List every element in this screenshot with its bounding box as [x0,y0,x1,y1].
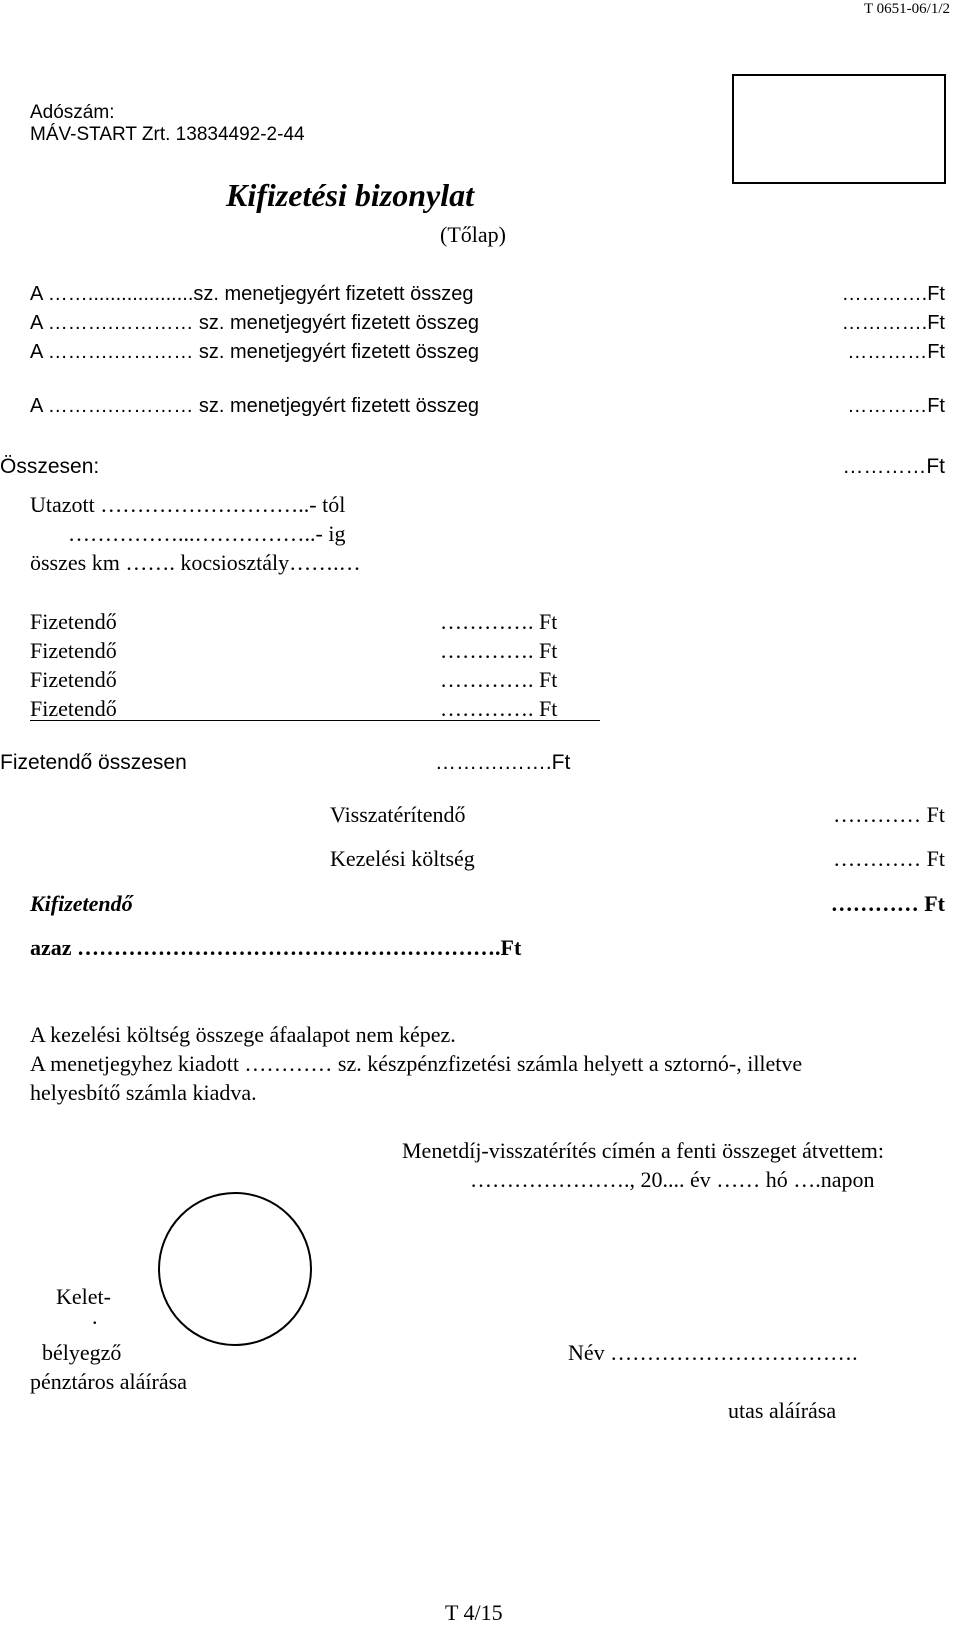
ticket-amount: ………….Ft [841,312,945,334]
ticket-amount: …………Ft [847,395,945,417]
receipt-line-1: Menetdíj-visszatérítés címén a fenti összeget átvettem: [402,1138,884,1163]
ticket-label: A ……….………… sz. menetjegyért fizetett összeg [30,341,480,363]
stamp-circle [158,1192,312,1346]
travel-to: ……………...……………..- ig [68,521,346,546]
ticket-amount: ………….Ft [841,283,945,305]
travel-km: összes km ……. kocsiosztály…….… [30,550,361,575]
ticket-label: A ……….………… sz. menetjegyért fizetett összeg [30,395,480,417]
payable-label: Fizetendő [30,696,117,721]
payable-divider [30,720,600,721]
payable-amount: …………. Ft [440,696,558,721]
stamp-box [732,74,946,184]
stamp-label-line: . [92,1304,98,1329]
travel-from: Utazott ………………………..- tól [30,492,346,517]
payout-label: Kifizetendő [30,891,133,916]
amount-in-words: azaz ………………………………………………….Ft [30,935,522,960]
ticket-amount: …………Ft [847,341,945,363]
total-label: Összesen: [0,455,100,478]
fee-label: Kezelési költség [330,846,475,871]
note-line-2: A menetjegyhez kiadott ………… sz. készpénzfizetési számla helyett a sztornó-, illetve [30,1051,803,1076]
page-title: Kifizetési bizonylat [226,177,474,213]
page-subtitle: (Tőlap) [440,222,506,247]
ticket-label: A ……….………… sz. menetjegyért fizetett összeg [30,312,480,334]
note-line-1: A kezelési költség összege áfaalapot nem képez. [30,1022,456,1047]
payable-total-label: Fizetendő összesen [0,751,187,774]
total-amount: …………Ft [842,455,945,478]
payable-label: Fizetendő [30,638,117,663]
taxpayer-label: Adószám: [30,102,115,123]
stamp-label-line: bélyegző [42,1340,122,1365]
payable-amount: …………. Ft [440,609,558,634]
payable-amount: …………. Ft [440,667,558,692]
page-number: T 4/15 [445,1600,503,1625]
receipt-line-2: …………………., 20.... év …… hó ….napon [470,1167,875,1192]
ticket-label: A ……...................sz. menetjegyért fizetett összeg [30,283,474,305]
note-line-3: helyesbítő számla kiadva. [30,1080,257,1105]
refund-amount: ………… Ft [833,802,945,827]
fee-amount: ………… Ft [833,846,945,871]
payout-amount: ………… Ft [830,891,945,916]
taxpayer-company: MÁV-START Zrt. 13834492-2-44 [30,124,305,145]
payable-label: Fizetendő [30,609,117,634]
refund-label: Visszatérítendő [330,802,466,827]
stamp-label-line: Kelet- [56,1284,111,1309]
passenger-signature-label: utas aláírása [728,1398,837,1423]
payable-amount: …………. Ft [440,638,558,663]
passenger-name: Név ……………………………. [568,1340,858,1365]
cashier-signature-label: pénztáros aláírása [30,1369,187,1394]
payable-label: Fizetendő [30,667,117,692]
payable-total-amount: ……….…….Ft [435,751,571,774]
doc-code: T 0651-06/1/2 [864,1,950,17]
